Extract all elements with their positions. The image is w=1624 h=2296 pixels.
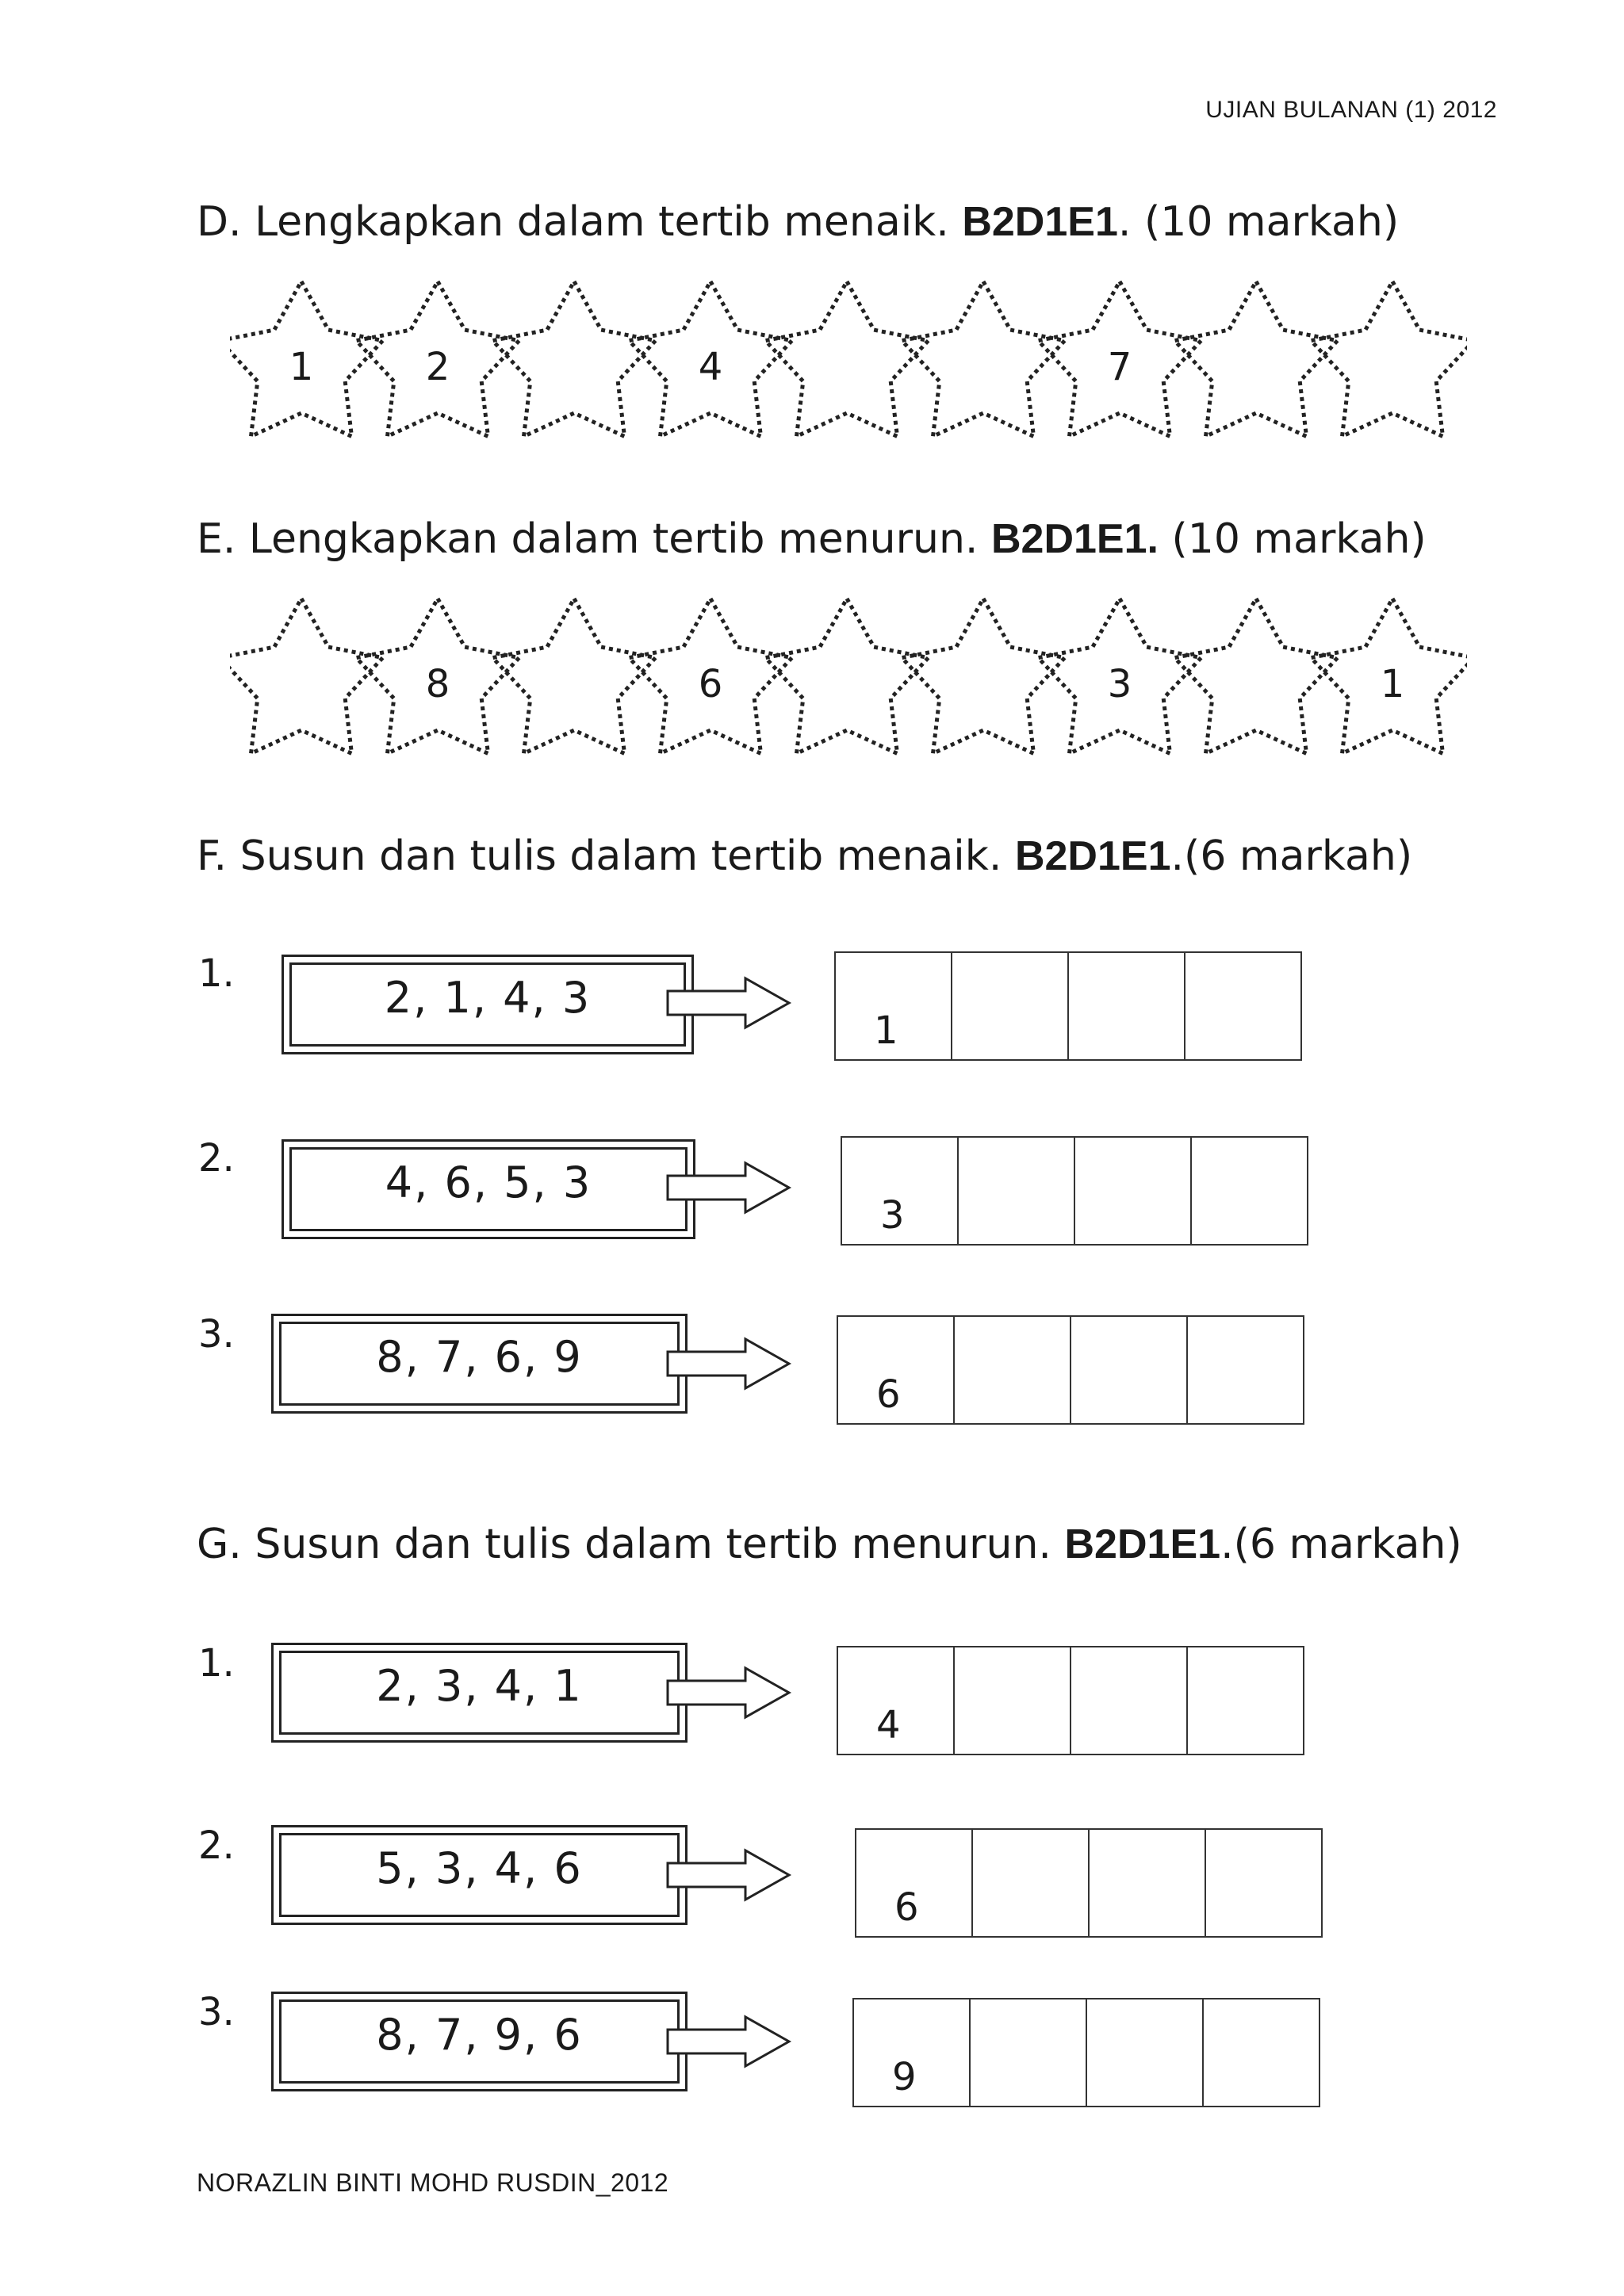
star-outline-icon bbox=[902, 281, 1064, 436]
section-e-code: B2D1E1. bbox=[990, 516, 1159, 562]
answer-cell[interactable] bbox=[1067, 951, 1185, 1061]
star-number: 4 bbox=[698, 345, 723, 389]
number-set: 2, 3, 4, 1 bbox=[376, 1661, 583, 1711]
number-set-box bbox=[271, 1643, 688, 1743]
arrow-right-icon bbox=[666, 975, 793, 1031]
section-d-heading bbox=[197, 198, 1399, 246]
answer-cell[interactable] bbox=[1205, 1828, 1323, 1938]
number-set: 2, 1, 4, 3 bbox=[384, 973, 592, 1023]
arrow-right-icon bbox=[666, 1847, 793, 1903]
answer-cell[interactable] bbox=[855, 1828, 973, 1938]
section-g-marks: .(6 markah) bbox=[1220, 1521, 1462, 1568]
star-outline-icon bbox=[1174, 281, 1337, 436]
section-f-item-2 bbox=[0, 1136, 1624, 1255]
answer-cell[interactable] bbox=[1184, 951, 1302, 1061]
star-number: 1 bbox=[289, 345, 314, 389]
section-d-star-row bbox=[230, 274, 1467, 448]
section-d-instruction: D. Lengkapkan dalam tertib menaik. bbox=[197, 198, 963, 246]
answer-cell[interactable] bbox=[957, 1136, 1075, 1246]
answer-cell[interactable] bbox=[1190, 1136, 1308, 1246]
section-g-instruction: G. Susun dan tulis dalam tertib menurun. bbox=[197, 1521, 1065, 1568]
section-g-item-1 bbox=[0, 1641, 1624, 1760]
star-number: 3 bbox=[1107, 662, 1132, 706]
section-f-item-3 bbox=[0, 1312, 1624, 1431]
star-outline-icon bbox=[1174, 599, 1337, 753]
arrow-right-icon bbox=[666, 1336, 793, 1391]
given-number: 3 bbox=[880, 1193, 905, 1238]
item-number: 3. bbox=[198, 1990, 235, 2034]
answer-cell[interactable] bbox=[1186, 1646, 1304, 1755]
answer-cell[interactable] bbox=[1202, 1998, 1320, 2107]
answer-cell[interactable] bbox=[1070, 1646, 1188, 1755]
star-number: 7 bbox=[1107, 345, 1132, 389]
section-f-marks: .(6 markah) bbox=[1170, 832, 1413, 880]
star-outline-icon bbox=[230, 599, 383, 753]
number-set: 8, 7, 6, 9 bbox=[376, 1332, 583, 1382]
section-d-marks: . (10 markah) bbox=[1117, 198, 1400, 246]
section-g-code: B2D1E1 bbox=[1064, 1521, 1221, 1567]
section-g-item-3 bbox=[0, 1990, 1624, 2109]
answer-boxes[interactable] bbox=[852, 1998, 1320, 2107]
arrow-right-icon bbox=[666, 2014, 793, 2069]
section-d-code: B2D1E1 bbox=[962, 199, 1118, 245]
item-number: 2. bbox=[198, 1823, 235, 1868]
item-number: 2. bbox=[198, 1136, 235, 1181]
number-set-box bbox=[282, 955, 694, 1054]
section-f-code: B2D1E1 bbox=[1014, 833, 1171, 879]
section-e-instruction: E. Lengkapkan dalam tertib menurun. bbox=[197, 515, 991, 563]
answer-boxes[interactable] bbox=[855, 1828, 1323, 1938]
given-number: 6 bbox=[876, 1372, 901, 1417]
answer-cell[interactable] bbox=[1088, 1828, 1206, 1938]
item-number: 1. bbox=[198, 951, 235, 996]
answer-cell[interactable] bbox=[953, 1315, 1071, 1425]
section-f-heading bbox=[197, 832, 1412, 880]
section-e-star-row bbox=[230, 591, 1467, 765]
star-outline-icon bbox=[1311, 281, 1467, 436]
answer-cell[interactable] bbox=[1070, 1315, 1188, 1425]
page-header: UJIAN BULANAN (1) 2012 bbox=[1205, 97, 1497, 123]
section-e-heading bbox=[197, 515, 1427, 563]
number-set: 4, 6, 5, 3 bbox=[385, 1158, 592, 1207]
answer-cell[interactable] bbox=[969, 1998, 1087, 2107]
number-set: 5, 3, 4, 6 bbox=[376, 1843, 583, 1893]
answer-boxes[interactable] bbox=[834, 951, 1302, 1061]
answer-cell[interactable] bbox=[951, 951, 1069, 1061]
number-set-box bbox=[271, 1825, 688, 1925]
number-set: 8, 7, 9, 6 bbox=[376, 2010, 583, 2060]
answer-cell[interactable] bbox=[852, 1998, 971, 2107]
answer-cell[interactable] bbox=[971, 1828, 1090, 1938]
section-f-item-1 bbox=[0, 951, 1624, 1070]
answer-boxes[interactable] bbox=[841, 1136, 1308, 1246]
given-number: 4 bbox=[876, 1703, 901, 1747]
answer-cell[interactable] bbox=[1186, 1315, 1304, 1425]
arrow-right-icon bbox=[666, 1160, 793, 1215]
given-number: 6 bbox=[894, 1885, 919, 1930]
section-e-marks: (10 markah) bbox=[1158, 515, 1427, 563]
section-f-instruction: F. Susun dan tulis dalam tertib menaik. bbox=[197, 832, 1015, 880]
given-number: 1 bbox=[874, 1008, 898, 1053]
star-outline-icon bbox=[765, 599, 928, 753]
answer-cell[interactable] bbox=[837, 1646, 955, 1755]
answer-cell[interactable] bbox=[1086, 1998, 1204, 2107]
item-number: 3. bbox=[198, 1312, 235, 1357]
given-number: 9 bbox=[892, 2055, 917, 2099]
star-outline-icon bbox=[765, 281, 928, 436]
star-outline-icon bbox=[902, 599, 1064, 753]
star-outline-icon bbox=[492, 599, 655, 753]
number-set-box bbox=[271, 1314, 688, 1414]
answer-cell[interactable] bbox=[953, 1646, 1071, 1755]
star-outline-icon bbox=[492, 281, 655, 436]
star-number: 1 bbox=[1380, 662, 1405, 706]
answer-cell[interactable] bbox=[837, 1315, 955, 1425]
arrow-right-icon bbox=[666, 1665, 793, 1720]
answer-cell[interactable] bbox=[1074, 1136, 1192, 1246]
number-set-box bbox=[282, 1139, 695, 1239]
answer-cell[interactable] bbox=[841, 1136, 959, 1246]
answer-boxes[interactable] bbox=[837, 1646, 1304, 1755]
star-number: 2 bbox=[425, 345, 450, 389]
item-number: 1. bbox=[198, 1641, 235, 1686]
star-number: 8 bbox=[425, 662, 450, 706]
number-set-box bbox=[271, 1992, 688, 2091]
section-g-heading bbox=[197, 1521, 1462, 1568]
star-number: 6 bbox=[698, 662, 723, 706]
answer-cell[interactable] bbox=[834, 951, 952, 1061]
page-footer: NORAZLIN BINTI MOHD RUSDIN_2012 bbox=[197, 2168, 669, 2197]
answer-boxes[interactable] bbox=[837, 1315, 1304, 1425]
section-g-item-2 bbox=[0, 1823, 1624, 1942]
